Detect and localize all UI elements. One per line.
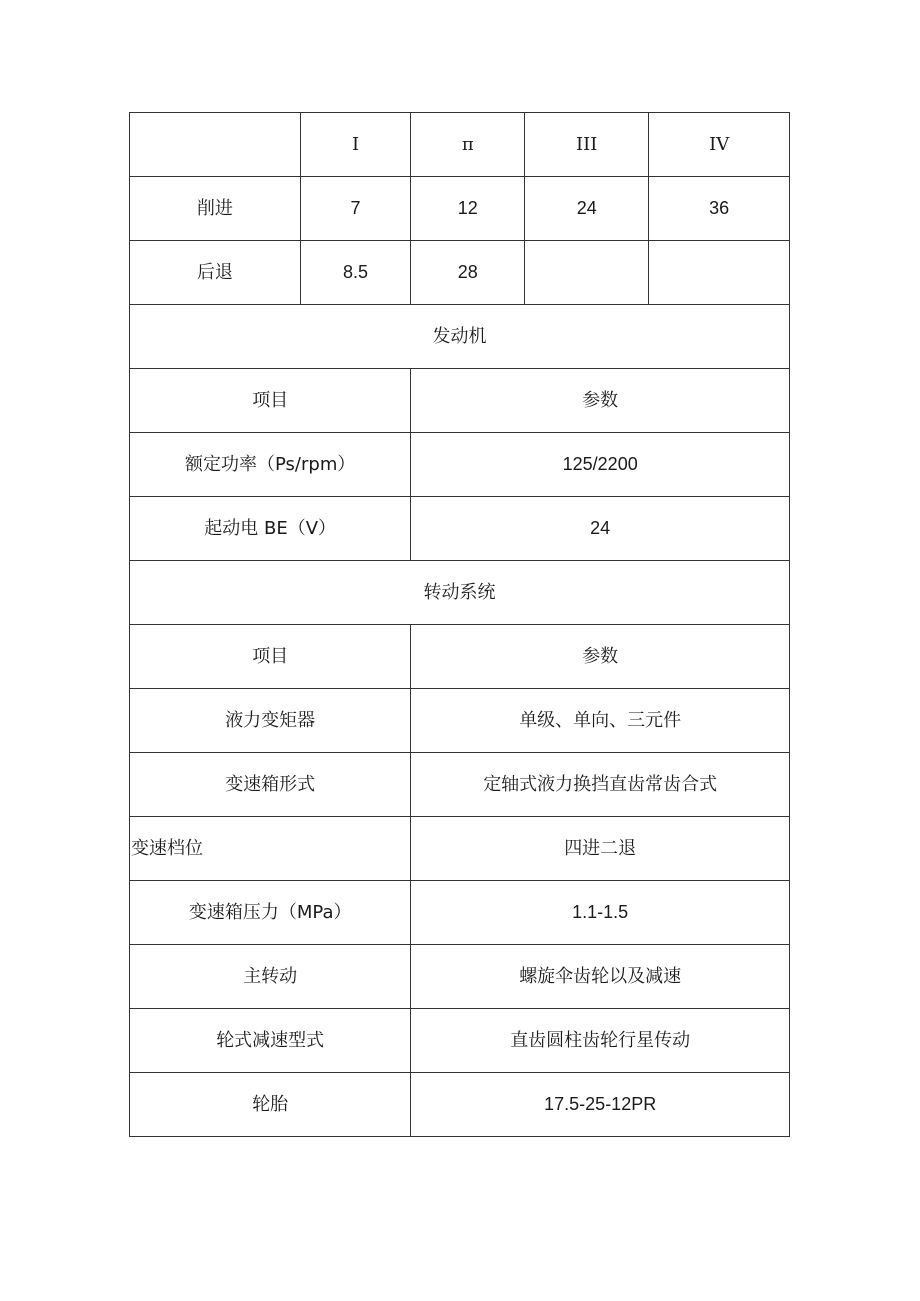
gear-header-3: III: [525, 113, 649, 177]
transmission-row: [130, 753, 790, 817]
transmission-item: 变速档位: [130, 817, 411, 881]
gear-speed-cell: 36: [649, 177, 790, 241]
transmission-param: 定轴式液力换挡直齿常齿合式: [411, 753, 790, 817]
gear-row-forward: [130, 177, 790, 241]
gear-header-empty: [130, 113, 301, 177]
gear-speed-cell: 7: [300, 177, 411, 241]
gear-header-1: I: [300, 113, 411, 177]
gear-speed-cell: [649, 241, 790, 305]
transmission-item: 变速箱形式: [130, 753, 411, 817]
engine-section-row: [130, 305, 790, 369]
gear-speed-cell: 24: [525, 177, 649, 241]
gear-speed-cell: 12: [411, 177, 525, 241]
gear-row-reverse: [130, 241, 790, 305]
gear-header-4: IV: [649, 113, 790, 177]
engine-item: 额定功率（Ps/rpm）: [130, 433, 411, 497]
engine-row: [130, 497, 790, 561]
engine-header-row: [130, 369, 790, 433]
gear-header-2: π: [411, 113, 525, 177]
gear-speed-cell: 28: [411, 241, 525, 305]
transmission-param: 单级、单向、三元件: [411, 689, 790, 753]
transmission-item: 液力变矩器: [130, 689, 411, 753]
engine-row: [130, 433, 790, 497]
gear-header-row: [130, 113, 790, 177]
transmission-param: 四进二退: [411, 817, 790, 881]
transmission-item: 变速箱压力（MPa）: [130, 881, 411, 945]
transmission-section-title: 转动系统: [130, 561, 790, 625]
transmission-row: [130, 1073, 790, 1137]
transmission-param: 17.5-25-12PR: [411, 1073, 790, 1137]
transmission-row: [130, 689, 790, 753]
gear-speed-cell: 8.5: [300, 241, 411, 305]
transmission-param: 直齿圆柱齿轮行星传动: [411, 1009, 790, 1073]
transmission-section-row: [130, 561, 790, 625]
spec-table: [129, 112, 790, 1137]
engine-col-param: 参数: [411, 369, 790, 433]
gear-row-label: 后退: [130, 241, 301, 305]
transmission-item: 轮胎: [130, 1073, 411, 1137]
engine-section-title: 发动机: [130, 305, 790, 369]
transmission-param: 螺旋伞齿轮以及减速: [411, 945, 790, 1009]
gear-speed-cell: [525, 241, 649, 305]
transmission-header-row: [130, 625, 790, 689]
transmission-col-item: 项目: [130, 625, 411, 689]
engine-item: 起动电 BE（V）: [130, 497, 411, 561]
transmission-row: [130, 881, 790, 945]
transmission-col-param: 参数: [411, 625, 790, 689]
engine-param: 125/2200: [411, 433, 790, 497]
engine-param: 24: [411, 497, 790, 561]
transmission-item: 轮式减速型式: [130, 1009, 411, 1073]
transmission-row: [130, 945, 790, 1009]
engine-col-item: 项目: [130, 369, 411, 433]
transmission-param: 1.1-1.5: [411, 881, 790, 945]
gear-row-label: 削进: [130, 177, 301, 241]
transmission-row: [130, 817, 790, 881]
transmission-row: [130, 1009, 790, 1073]
transmission-item: 主转动: [130, 945, 411, 1009]
